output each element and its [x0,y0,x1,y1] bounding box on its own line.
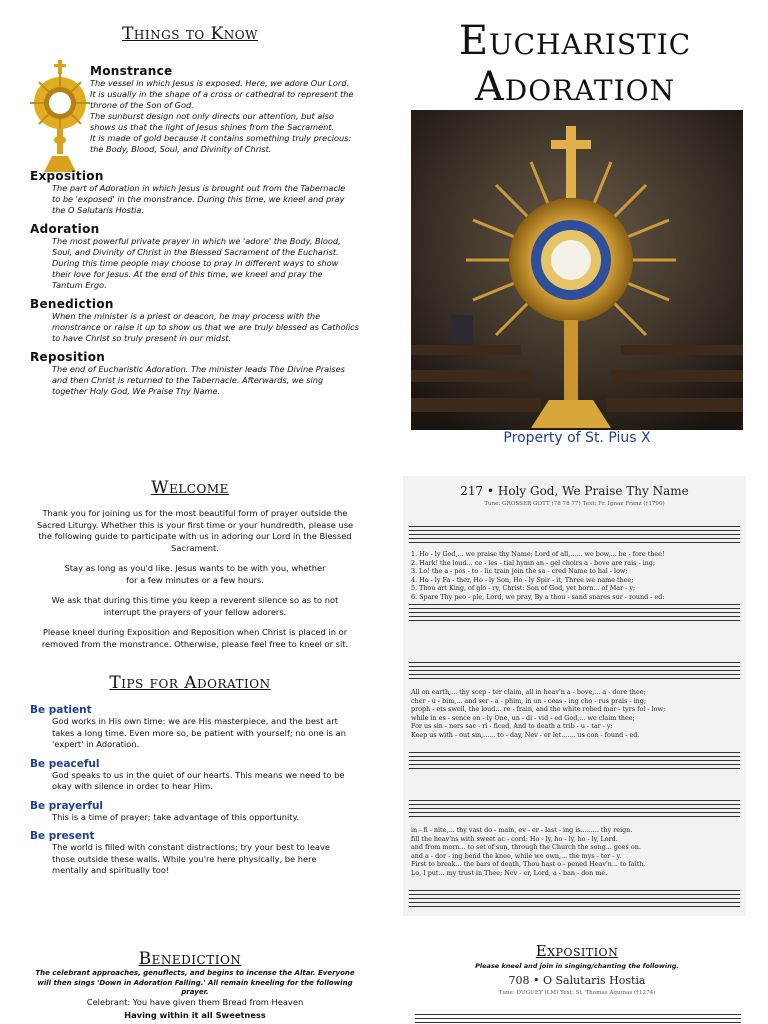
welcome-heading: Welcome [151,478,229,498]
hymn-217-title: 217 • Holy God, We Praise Thy Name [460,484,689,498]
tip-title: Be patient [30,704,92,716]
def-monstrance: The vessel in which Jesus is exposed. Here, we adore Our Lord. It is usually in the shape of a cross or cathedral to represent the throne of the Son of God. The sunburst design not only directs our attention, but also shows us that the light of Jesus shines from the Sacrament. It is made of gold because it contains something truly precious: the Body, Blood, Soul, and Divinity of Christ. [90,78,354,154]
def-exposition: The part of Adoration in which Jesus is brought out from the Tabernacle to be 'exposed' in the monstrance. During this time, we kneel and pray the O Salutaris Hostia. [52,183,346,215]
exposition-heading: Exposition [535,942,619,960]
hymn-708-credits: Tune: DUGUET (LM) Text: St. Thomas Aquinas (†1274) [498,990,656,996]
monstrance-photo [411,110,743,430]
hymn-217-system-1: 1. Ho - ly God,... we praise thy Name; Lord of all,...... we bow,... be - fore thee! 2. Hark! the loud... ce - les - tial hymn an - gel choirs a - bove are rais - ing; 3. Lo! the a - pos - to - lic train join the sa - cred Name to hal - low; 4. Ho - ly Fa - ther, Ho - ly Son, Ho - ly Spir - it, Three we name thee; 5. Thou art King, of glo - ry, Christ: Son of God, yet born... of Mar - y; 6. Spare Thy peo - ple, Lord, we pray, By a thou - sand snares sur - round - ed: [411,550,665,601]
music-staff [409,752,740,772]
tips-heading: Tips for Adoration [109,673,271,693]
tip-title: Be present [30,830,95,842]
hymn-217-system-2: All on earth,... thy scep - ter claim, all in heav'n a - bove,... a - dore thee; cher - u - bim,... and ser - a - phim, in un - ceas - ing cho - rus prais - ing; proph - ets swell, the loud... re - frain, and the white robed mar - tyrs fol - low; while in es - sence on - ly One, un - di - vid - ed God,... we claim thee; For us sin - ners sac - ri - ficed, And to death a trib - u - tar - y: Keep us with - out sin,...... to - day, Nev - er let....... us con - found - ed. [411,688,666,739]
def-reposition: The end of Eucharistic Adoration. The minister leads The Divine Praises and then Christ is returned to the Tabernacle. Afterwards, we sing together Holy God, We Praise Thy Name. [52,364,345,396]
music-staff [409,890,740,910]
property-label: Property of St. Pius X [503,430,651,446]
welcome-text: Thank you for joining us for the most beautiful form of prayer outside the Sacred Liturgy. Whether this is your first time or your hundredth, please use the following guide to participate with us in adoring our Lord in the Blessed Sacrament. Stay as long as you'd like. Jesus wants to be with you, whether for a few minutes or a few hours. We ask that during this time you keep a reverent silence so as to not interrupt the prayers of your fellow adorers. Please kneel during Exposition and Reposition when Christ is placed in or removed from the monstrance. Otherwise, please feel free to kneel or sit. [36,508,354,649]
music-staff [415,1012,741,1024]
tip-text: God speaks to us in the quiet of our hearts. This means we need to be okay with silence in order to hear Him. [52,769,345,791]
tip-text: God works in His own time: we are His masterpiece, and the best art takes a long time. Even more so, be patient with yourself; no one is an 'expert' in Adoration. [52,716,346,749]
def-adoration: The most powerful private prayer in which we 'adore' the Body, Blood, Soul, and Divinity of Christ in the Blessed Sacrament of the Eucharist. During this time people may choose to pray in different ways to show their love for Jesus. At the end of this time, we kneel and pray the Tantum Ergo. [52,236,341,290]
term-exposition: Exposition [30,169,104,183]
term-monstrance: Monstrance [90,64,173,78]
benediction-heading: Benediction [138,949,242,969]
music-staff [409,662,740,682]
hymn-217-system-3: in - fi - nite,... thy vast do - main, ev - er - last - ing is......... thy reign. fill the heav'ns with sweet ac - cord: Ho - ly, ho - ly, ho - ly, Lord. and from morn... to set of sun, through the Church the song... goes on. and a - dor - ing bend the knee, while we own,... the mys - ter - y. First to break... the bars of death, Thou hast o - pened Heav'n... to faith. Lo, I put... my trust in Thee; Nev - er, Lord, a - ban - don me. [411,826,646,877]
music-staff [409,604,740,624]
tips-list [30,704,355,877]
hymn-217-credits: Tune: GROSSER GOTT (78 78 77) Text: Fr. Ignaz Franz (†1790) [484,501,665,507]
tip-text: The world is filled with constant distractions; try your best to leave those outside these walls. While you're here physically, be here mentally and spiritually too! [52,842,331,875]
tip-text: This is a time of prayer; take advantage of this opportunity. [52,811,299,822]
def-benediction: When the minister is a priest or deacon, he may process with the monstrance or raise it up to show us that we are truly blessed as Catholics to have Christ so truly present in our midst. [52,311,359,343]
term-adoration: Adoration [30,222,100,236]
page-title: Eucharistic Adoration [458,18,692,110]
benediction-response: Having within it all Sweetness [124,1010,266,1020]
tip-title: Be peaceful [30,757,100,770]
tip-title: Be prayerful [30,799,104,812]
things-list [30,64,360,397]
term-reposition: Reposition [30,350,106,364]
benediction-instruction: The celebrant approaches, genuflects, and begins to incense the Altar. Everyone will then sings 'Down in Adoration Falling.' All remain kneeling for the following prayer. [35,969,355,996]
music-staff [409,800,740,820]
benediction-celebrant: Celebrant: You have given them Bread from Heaven [86,997,304,1007]
music-staff [409,526,740,546]
hymn-217 [403,476,746,916]
term-benediction: Benediction [30,297,114,311]
exposition-instruction: Please kneel and join in singing/chanting the following. [475,962,679,970]
hymn-708-title: 708 • O Salutaris Hostia [508,974,646,987]
things-heading: Things to Know [122,24,258,44]
